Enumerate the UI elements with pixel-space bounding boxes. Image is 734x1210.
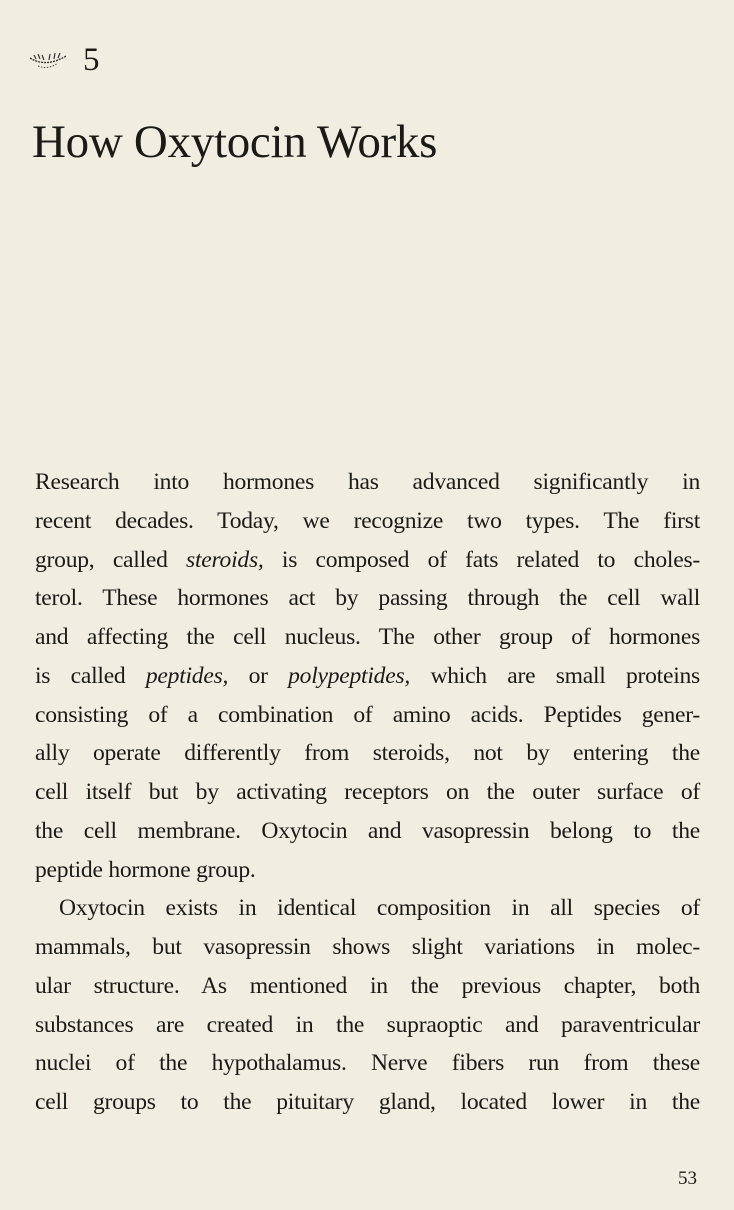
- text-line: [35, 773, 700, 812]
- text-line: [35, 618, 700, 657]
- text-segment: mammals, but vasopressin shows slight variations in molec-: [35, 934, 700, 960]
- text-line: [35, 851, 700, 890]
- text-line: [35, 1006, 700, 1045]
- page-number: 53: [678, 1168, 697, 1189]
- text-segment: ally operate differently from steroids, not by entering the: [35, 740, 700, 767]
- text-line: [35, 1044, 700, 1083]
- text-segment: is called: [35, 662, 146, 689]
- chapter-title: How Oxytocin Works: [32, 116, 438, 168]
- leaf-sprig-ornament-icon: [28, 50, 68, 72]
- text-segment: the cell membrane. Oxytocin and vasopressin belong to the: [35, 817, 700, 844]
- text-line: [35, 889, 700, 928]
- text-segment: and affecting the cell nucleus. The other group of hormones: [35, 624, 700, 650]
- text-segment: cell itself but by activating receptors on the outer surface of: [35, 779, 700, 805]
- text-segment: substances are created in the supraoptic and paraventricular: [35, 1011, 700, 1038]
- text-line: [35, 502, 700, 541]
- chapter-number: 5: [83, 42, 100, 78]
- text-segment: consisting of a combination of amino acids. Peptides gener-: [35, 701, 700, 728]
- text-line: [35, 734, 700, 773]
- body-text: [35, 463, 700, 1122]
- text-segment: recent decades. Today, we recognize two types. The first: [35, 507, 700, 534]
- text-segment: terol. These hormones act by passing through the cell wall: [35, 585, 700, 612]
- text-line: [35, 967, 700, 1006]
- text-line: [35, 463, 700, 502]
- text-line: [35, 696, 700, 735]
- text-line: [35, 812, 700, 851]
- text-segment: peptide hormone group.: [35, 856, 256, 883]
- text-line: [35, 541, 700, 580]
- italic-term: steroids,: [186, 546, 264, 573]
- text-segment: which are small proteins: [410, 662, 700, 689]
- text-segment: cell groups to the pituitary gland, located lower in the: [35, 1089, 700, 1115]
- text-line: [35, 579, 700, 618]
- text-segment: is composed of fats related to choles-: [263, 546, 700, 573]
- text-segment: nuclei of the hypothalamus. Nerve fibers run from these: [35, 1050, 700, 1077]
- text-segment: Research into hormones has advanced significantly in: [35, 469, 700, 495]
- text-segment: Oxytocin exists in identical composition in all species of: [59, 895, 700, 922]
- text-segment: group, called: [35, 546, 187, 573]
- text-line: [35, 1083, 700, 1122]
- text-segment: or: [228, 662, 289, 689]
- italic-term: peptides,: [145, 662, 229, 689]
- text-segment: ular structure. As mentioned in the previous chapter, both: [35, 972, 700, 999]
- italic-term: polypeptides,: [288, 662, 411, 689]
- text-line: [35, 657, 700, 696]
- text-line: [35, 928, 700, 967]
